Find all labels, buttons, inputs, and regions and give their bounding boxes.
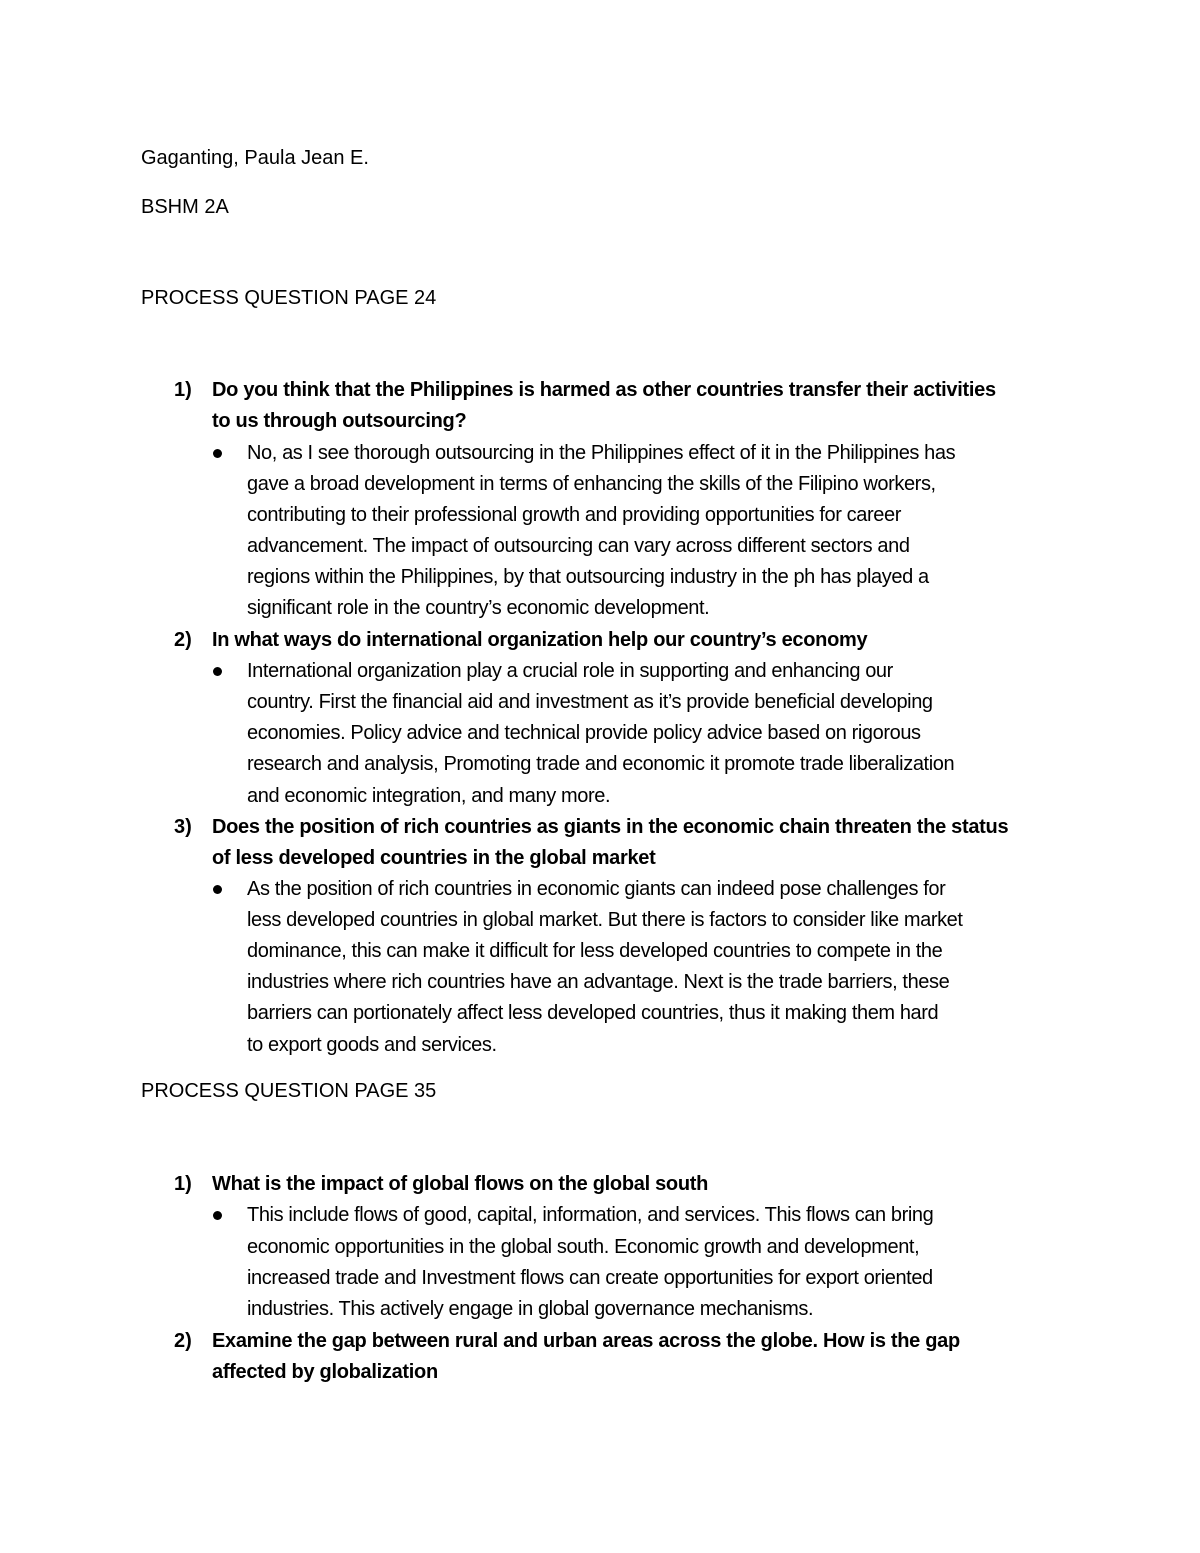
student-name: Gaganting, Paula Jean E. bbox=[141, 147, 369, 169]
answer-text: barriers can portionately affect less developed countries, thus it making them hard bbox=[247, 1002, 939, 1024]
section-heading-page-24: PROCESS QUESTION PAGE 24 bbox=[141, 287, 437, 309]
question-text: In what ways do international organization help our country’s economy bbox=[212, 629, 868, 651]
answer-text: gave a broad development in terms of enhancing the skills of the Filipino workers, bbox=[247, 473, 936, 495]
answer-text: industries where rich countries have an advantage. Next is the trade barriers, these bbox=[247, 971, 950, 993]
question-text: to us through outsourcing? bbox=[212, 410, 467, 432]
answer-text: less developed countries in global market. But there is factors to consider like market bbox=[247, 909, 963, 931]
answer-text: economies. Policy advice and technical provide policy advice based on rigorous bbox=[247, 722, 921, 744]
answer-text: industries. This actively engage in global governance mechanisms. bbox=[247, 1298, 814, 1320]
section-heading-page-35: PROCESS QUESTION PAGE 35 bbox=[141, 1080, 437, 1102]
bullet-icon bbox=[213, 667, 222, 676]
answer-text: advancement. The impact of outsourcing can vary across different sectors and bbox=[247, 535, 910, 557]
answer-text: economic opportunities in the global south. Economic growth and development, bbox=[247, 1236, 920, 1258]
answer-text: country. First the financial aid and investment as it’s provide beneficial developing bbox=[247, 691, 933, 713]
answer-text: to export goods and services. bbox=[247, 1034, 497, 1056]
question-text: What is the impact of global flows on the global south bbox=[212, 1173, 709, 1195]
answer-text: and economic integration, and many more. bbox=[247, 785, 611, 807]
answer-text: As the position of rich countries in economic giants can indeed pose challenges for bbox=[247, 878, 946, 900]
question-number: 2) bbox=[174, 1330, 192, 1352]
answer-text: dominance, this can make it difficult for less developed countries to compete in the bbox=[247, 940, 943, 962]
question-text: Does the position of rich countries as giants in the economic chain threaten the status bbox=[212, 816, 1009, 838]
question-text: Do you think that the Philippines is harmed as other countries transfer their activities bbox=[212, 379, 996, 401]
answer-text: No, as I see thorough outsourcing in the Philippines effect of it in the Philippines has bbox=[247, 442, 956, 464]
answer-text: contributing to their professional growth and providing opportunities for career bbox=[247, 504, 901, 526]
bullet-icon bbox=[213, 449, 222, 458]
question-text: of less developed countries in the global market bbox=[212, 847, 656, 869]
question-text: Examine the gap between rural and urban areas across the globe. How is the gap bbox=[212, 1330, 960, 1352]
answer-text: regions within the Philippines, by that outsourcing industry in the ph has played a bbox=[247, 566, 929, 588]
class-section: BSHM 2A bbox=[141, 196, 229, 218]
bullet-icon bbox=[213, 885, 222, 894]
answer-text: This include flows of good, capital, information, and services. This flows can bring bbox=[247, 1204, 934, 1226]
answer-text: increased trade and Investment flows can create opportunities for export oriented bbox=[247, 1267, 933, 1289]
question-number: 2) bbox=[174, 629, 192, 651]
bullet-icon bbox=[213, 1211, 222, 1220]
question-number: 1) bbox=[174, 1173, 192, 1195]
question-text: affected by globalization bbox=[212, 1361, 438, 1383]
answer-text: research and analysis, Promoting trade and economic it promote trade liberalization bbox=[247, 753, 955, 775]
answer-text: significant role in the country’s economic development. bbox=[247, 597, 710, 619]
question-number: 3) bbox=[174, 816, 192, 838]
answer-text: International organization play a crucial role in supporting and enhancing our bbox=[247, 660, 893, 682]
question-number: 1) bbox=[174, 379, 192, 401]
